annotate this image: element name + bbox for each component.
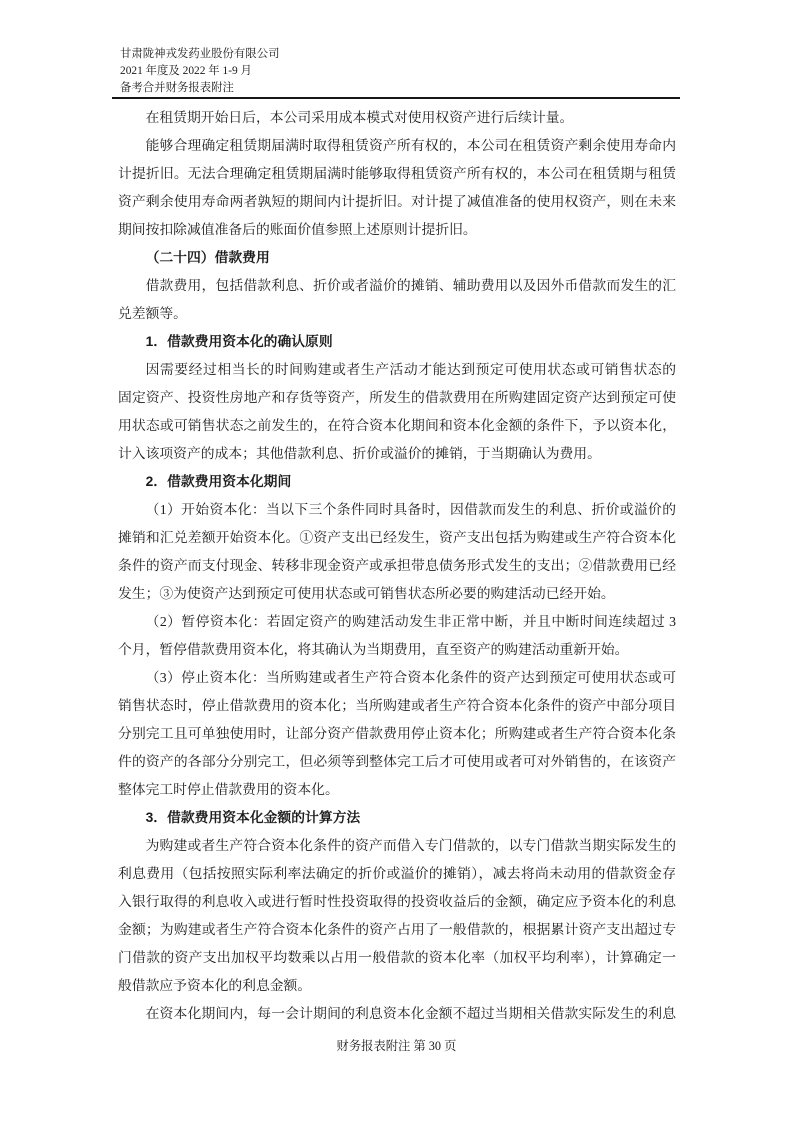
- paragraph-line: 入银行取得的利息收入或进行暂时性投资取得的投资收益后的金额，确定应予资本化的利息: [118, 894, 676, 909]
- report-period: 2021 年度及 2022 年 1-9 月: [120, 65, 252, 77]
- header-divider: [112, 97, 680, 99]
- paragraph-line: 条件的资产而支付现金、转移非现金资产或承担带息债务形式发生的支出；②借款费用已经: [118, 558, 676, 573]
- section-heading: 3．借款费用资本化金额的计算方法: [145, 810, 361, 825]
- paragraph-line: 因需要经过相当长的时间购建或者生产活动才能达到预定可使用状态或可销售状态的: [145, 362, 676, 377]
- paragraph-line: 般借款应予资本化的利息金额。: [118, 978, 312, 993]
- paragraph-line: 期间按扣除减值准备后的账面价值参照上述原则计提折旧。: [118, 222, 477, 237]
- paragraph-line: 门借款的资产支出加权平均数乘以占用一般借款的资本化率（加权平均利率），计算确定一: [118, 950, 676, 965]
- paragraph-line: 个月，暂停借款费用资本化，将其确认为当期费用，直至资产的购建活动重新开始。: [118, 642, 629, 657]
- paragraph-line: 分别完工且可单独使用时，让部分资产借款费用停止资本化；所购建或者生产符合资本化条: [118, 726, 676, 741]
- paragraph-line: 发生；③为使资产达到预定可使用状态或可销售状态所必要的购建活动已经开始。: [118, 586, 615, 601]
- paragraph-line: 借款费用，包括借款利息、折价或者溢价的摊销、辅助费用以及因外币借款而发生的汇: [145, 278, 676, 293]
- paragraph-line: 利息费用（包括按照实际利率法确定的折价或溢价的摊销），减去将尚未动用的借款资金存: [118, 866, 676, 881]
- section-heading: （二十四）借款费用: [145, 250, 270, 265]
- paragraph-line: （1）开始资本化：当以下三个条件同时具备时，因借款而发生的利息、折价或溢价的: [145, 502, 676, 517]
- report-title: 备考合并财务报表附注: [120, 82, 234, 94]
- paragraph-line: 为购建或者生产符合资本化条件的资产而借入专门借款的，以专门借款当期实际发生的: [145, 838, 676, 853]
- page-header: [120, 46, 279, 97]
- paragraph-line: 在资本化期间内，每一会计期间的利息资本化金额不超过当期相关借款实际发生的利息: [145, 1006, 676, 1021]
- paragraph-line: 固定资产、投资性房地产和存货等资产，所发生的借款费用在所购建固定资产达到预定可使: [118, 390, 676, 405]
- paragraph-line: 销售状态时，停止借款费用的资本化；当所购建或者生产符合资本化条件的资产中部分项目: [118, 698, 676, 713]
- paragraph-line: 能够合理确定租赁期届满时取得租赁资产所有权的，本公司在租赁资产剩余使用寿命内: [145, 138, 676, 153]
- paragraph-line: 金额；为购建或者生产符合资本化条件的资产占用了一般借款的，根据累计资产支出超过专: [118, 922, 676, 937]
- document-body: [118, 104, 676, 1028]
- paragraph-line: 计入该项资产的成本；其他借款利息、折价或溢价的摊销，于当期确认为费用。: [118, 446, 601, 461]
- paragraph-line: 资产剩余使用寿命两者孰短的期间内计提折旧。对计提了减值准备的使用权资产，则在未来: [118, 194, 676, 209]
- paragraph-line: （2）暂停资本化：若固定资产的购建活动发生非正常中断，并且中断时间连续超过 3: [145, 614, 676, 629]
- paragraph-line: 摊销和汇兑差额开始资本化。①资产支出已经发生，资产支出包括为购建或生产符合资本化: [118, 530, 676, 545]
- page-footer: [0, 1038, 793, 1054]
- company-name: 甘肃陇神戎发药业股份有限公司: [120, 48, 280, 60]
- footer-page-label: 财务报表附注 第 30 页: [336, 1039, 457, 1053]
- paragraph-line: （3）停止资本化：当所购建或者生产符合资本化条件的资产达到预定可使用状态或可: [145, 670, 676, 685]
- paragraph-line: 兑差额等。: [118, 306, 187, 321]
- paragraph-line: 件的资产的各部分分别完工，但必须等到整体完工后才可使用或者可对外销售的，在该资产: [118, 754, 676, 769]
- section-heading: 2．借款费用资本化期间: [145, 474, 292, 489]
- paragraph-line: 整体完工时停止借款费用的资本化。: [118, 782, 339, 797]
- paragraph-line: 计提折旧。无法合理确定租赁期届满时能够取得租赁资产所有权的，本公司在租赁期与租赁: [118, 166, 676, 181]
- paragraph-line: 在租赁期开始日后，本公司采用成本模式对使用权资产进行后续计量。: [145, 110, 574, 125]
- paragraph-line: 用状态或可销售状态之前发生的，在符合资本化期间和资本化金额的条件下，予以资本化，: [118, 418, 676, 433]
- section-heading: 1．借款费用资本化的确认原则: [145, 334, 333, 349]
